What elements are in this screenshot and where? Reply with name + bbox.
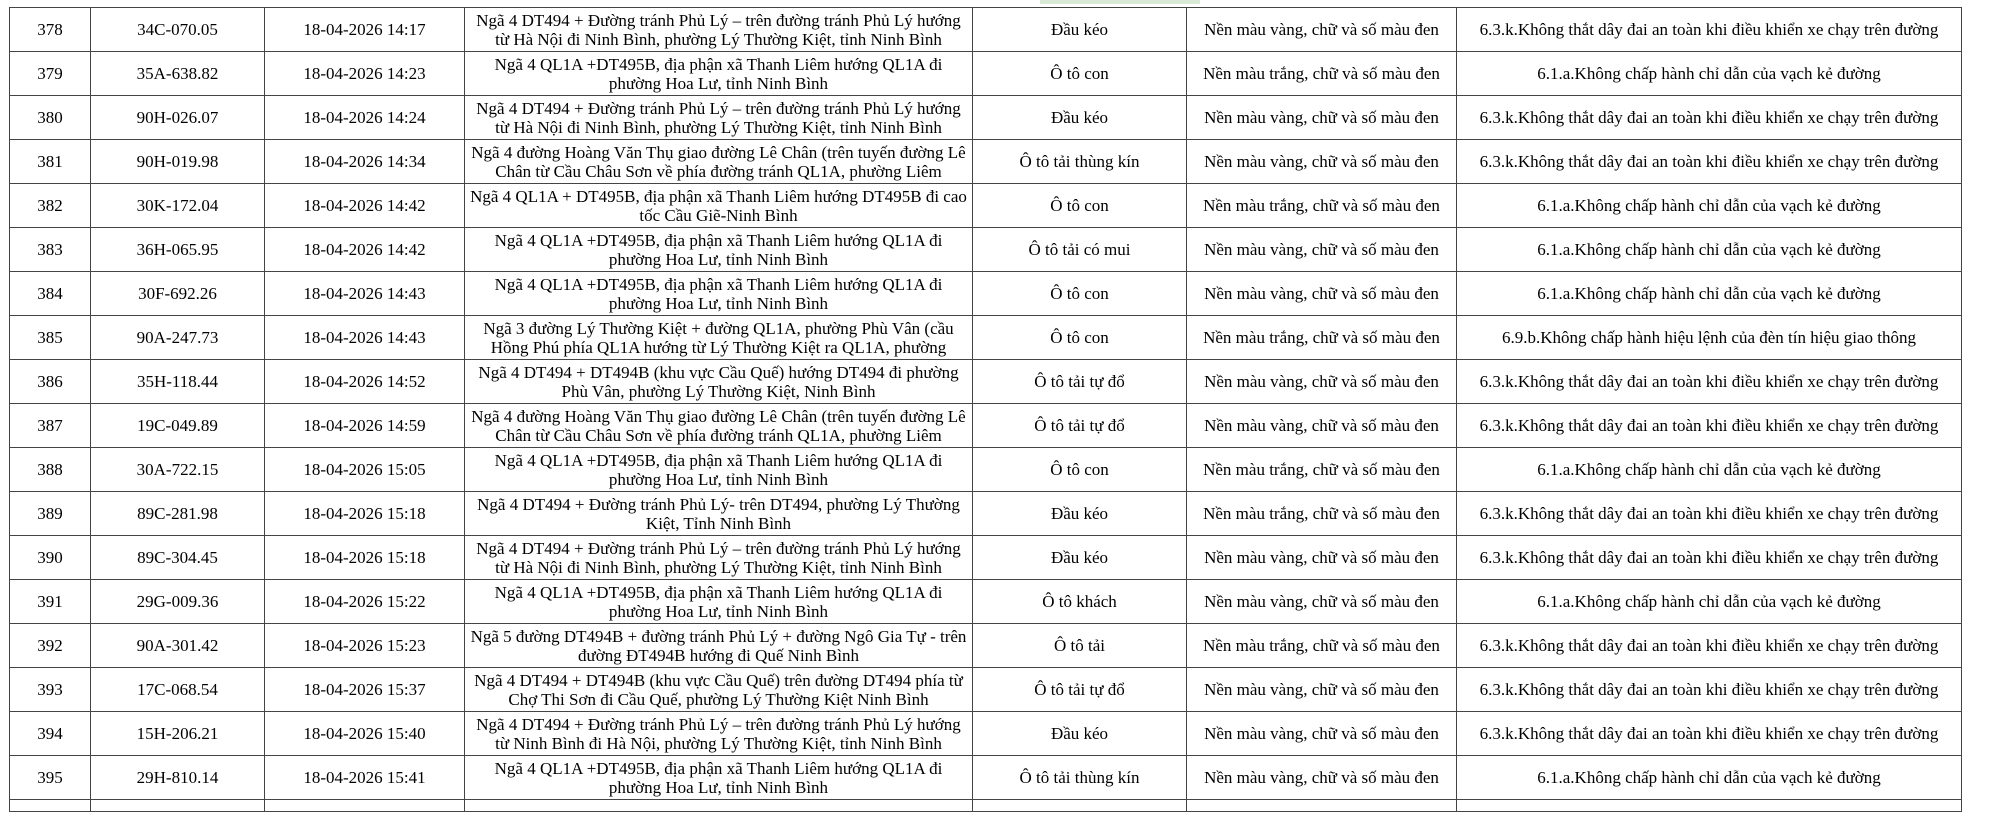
top-edge [0,0,2000,7]
location-cell[interactable] [465,8,973,52]
violation-cell[interactable]: 6.3.k.Không thắt dây đai an toàn khi điều khiển xe chạy trên đường [1457,96,1962,140]
plate-color-cell[interactable]: Nền màu vàng, chữ và số màu đen [1187,404,1457,448]
location-cell[interactable] [465,184,973,228]
location-text: Ngã 4 DT494 + Đường tránh Phủ Lý – trên đường tránh Phủ Lý hướng từ Hà Nội đi Ninh Bình, phường Lý Thường Kiệt, tỉnh Ninh Bình [476,98,961,137]
row-number-cell[interactable]: 391 [10,580,91,624]
vehicle-type-cell[interactable]: Ô tô con [973,316,1187,360]
vehicle-type-cell[interactable]: Ô tô tải thùng kín [973,140,1187,184]
location-cell[interactable] [465,492,973,536]
vehicle-type-cell[interactable]: Ô tô tải tự đổ [973,668,1187,712]
vehicle-type-cell[interactable]: Đầu kéo [973,712,1187,756]
plate-color-cell[interactable]: Nền màu trắng, chữ và số màu đen [1187,52,1457,96]
violation-cell[interactable]: 6.1.a.Không chấp hành chỉ dẫn của vạch kẻ đường [1457,52,1962,96]
plate-number-cell[interactable]: 15H-206.21 [91,712,265,756]
location-cell[interactable] [465,140,973,184]
timestamp-cell[interactable]: 18-04-2026 14:43 [265,272,465,316]
row-number-cell[interactable]: 390 [10,536,91,580]
table-body [10,8,1962,812]
table-row [10,712,1962,756]
violation-cell[interactable]: 6.9.b.Không chấp hành hiệu lệnh của đèn tín hiệu giao thông [1457,316,1962,360]
plate-color-cell[interactable]: Nền màu trắng, chữ và số màu đen [1187,492,1457,536]
location-cell[interactable] [465,668,973,712]
location-text: Ngã 4 DT494 + Đường tránh Phủ Lý – trên đường tránh Phủ Lý hướng từ Hà Nội đi Ninh Bình, phường Lý Thường Kiệt, tỉnh Ninh Bình [476,10,961,49]
table-row [10,316,1962,360]
timestamp-cell[interactable]: 18-04-2026 15:23 [265,624,465,668]
plate-color-cell[interactable]: Nền màu vàng, chữ và số màu đen [1187,272,1457,316]
location-cell[interactable] [465,404,973,448]
table-row [10,448,1962,492]
location-cell[interactable] [465,316,973,360]
row-number-cell[interactable]: 394 [10,712,91,756]
violation-cell[interactable]: 6.3.k.Không thắt dây đai an toàn khi điều khiển xe chạy trên đường [1457,404,1962,448]
vehicle-type-cell[interactable]: Đầu kéo [973,536,1187,580]
violation-cell[interactable]: 6.1.a.Không chấp hành chỉ dẫn của vạch kẻ đường [1457,184,1962,228]
location-cell[interactable] [465,360,973,404]
vehicle-type-cell[interactable]: Đầu kéo [973,492,1187,536]
table-row [10,272,1962,316]
location-text: Ngã 4 DT494 + Đường tránh Phủ Lý- trên DT494, phường Lý Thường Kiệt, Tỉnh Ninh Bình [477,494,960,533]
location-text: Ngã 4 QL1A +DT495B, địa phận xã Thanh Liêm hướng QL1A đi phường Hoa Lư, tỉnh Ninh Bình [494,582,943,621]
violation-cell[interactable]: 6.3.k.Không thắt dây đai an toàn khi điều khiển xe chạy trên đường [1457,360,1962,404]
table-row [10,756,1962,800]
location-text: Ngã 5 đường DT494B + đường tránh Phủ Lý + đường Ngô Gia Tự - trên đường ĐT494B hướng đi Quế Ninh Bình [470,626,967,665]
location-cell[interactable] [465,624,973,668]
timestamp-cell[interactable]: 18-04-2026 15:37 [265,668,465,712]
vehicle-type-cell[interactable]: Ô tô khách [973,580,1187,624]
plate-color-cell[interactable]: Nền màu vàng, chữ và số màu đen [1187,8,1457,52]
plate-color-cell[interactable]: Nền màu trắng, chữ và số màu đen [1187,316,1457,360]
plate-color-cell[interactable]: Nền màu trắng, chữ và số màu đen [1187,184,1457,228]
timestamp-cell[interactable]: 18-04-2026 14:59 [265,404,465,448]
plate-color-cell[interactable]: Nền màu vàng, chữ và số màu đen [1187,668,1457,712]
violation-cell[interactable]: 6.3.k.Không thắt dây đai an toàn khi điều khiển xe chạy trên đường [1457,712,1962,756]
location-text: Ngã 4 đường Hoàng Văn Thụ giao đường Lê Chân (trên tuyến đường Lê Chân từ Cầu Châu Sơn về phía đường tránh QL1A, phường Liêm [471,142,966,181]
violation-cell[interactable]: 6.1.a.Không chấp hành chỉ dẫn của vạch kẻ đường [1457,228,1962,272]
table-row [10,8,1962,52]
empty-cell[interactable] [1187,800,1457,812]
location-cell[interactable] [465,272,973,316]
empty-cell[interactable] [973,800,1187,812]
table-row-partial [10,800,1962,812]
plate-color-cell[interactable]: Nền màu vàng, chữ và số màu đen [1187,360,1457,404]
violation-cell[interactable]: 6.1.a.Không chấp hành chỉ dẫn của vạch kẻ đường [1457,448,1962,492]
timestamp-cell[interactable]: 18-04-2026 14:24 [265,96,465,140]
row-number-cell[interactable]: 381 [10,140,91,184]
location-cell[interactable] [465,448,973,492]
violation-cell[interactable]: 6.3.k.Không thắt dây đai an toàn khi điều khiển xe chạy trên đường [1457,536,1962,580]
table-row [10,96,1962,140]
timestamp-cell[interactable]: 18-04-2026 14:23 [265,52,465,96]
location-cell[interactable] [465,96,973,140]
empty-cell[interactable] [465,800,973,812]
vehicle-type-cell[interactable]: Đầu kéo [973,96,1187,140]
row-number-cell[interactable]: 392 [10,624,91,668]
plate-color-cell[interactable]: Nền màu vàng, chữ và số màu đen [1187,140,1457,184]
violation-cell[interactable]: 6.1.a.Không chấp hành chỉ dẫn của vạch kẻ đường [1457,272,1962,316]
location-cell[interactable] [465,580,973,624]
plate-number-cell[interactable]: 35A-638.82 [91,52,265,96]
timestamp-cell[interactable]: 18-04-2026 14:34 [265,140,465,184]
plate-color-cell[interactable]: Nền màu vàng, chữ và số màu đen [1187,228,1457,272]
table-row [10,52,1962,96]
plate-number-cell[interactable]: 30A-722.15 [91,448,265,492]
vehicle-type-cell[interactable]: Ô tô con [973,184,1187,228]
plate-number-cell[interactable]: 17C-068.54 [91,668,265,712]
plate-number-cell[interactable]: 90A-247.73 [91,316,265,360]
table-row [10,140,1962,184]
vehicle-type-cell[interactable]: Ô tô tải thùng kín [973,756,1187,800]
table-row [10,360,1962,404]
location-text: Ngã 4 QL1A +DT495B, địa phận xã Thanh Liêm hướng QL1A đi phường Hoa Lư, tỉnh Ninh Bình [494,274,943,313]
row-number-cell[interactable]: 379 [10,52,91,96]
violation-cell[interactable]: 6.3.k.Không thắt dây đai an toàn khi điều khiển xe chạy trên đường [1457,624,1962,668]
row-number-cell[interactable]: 382 [10,184,91,228]
timestamp-cell[interactable]: 18-04-2026 15:41 [265,756,465,800]
plate-number-cell[interactable]: 35H-118.44 [91,360,265,404]
table-row [10,536,1962,580]
plate-color-cell[interactable]: Nền màu trắng, chữ và số màu đen [1187,624,1457,668]
location-text: Ngã 3 đường Lý Thường Kiệt + đường QL1A, phường Phù Vân (cầu Hồng Phú phía QL1A hướng từ Lý Thường Kiệt ra QL1A, phường [483,318,954,357]
plate-color-cell[interactable]: Nền màu vàng, chữ và số màu đen [1187,756,1457,800]
location-cell[interactable] [465,536,973,580]
plate-color-cell[interactable]: Nền màu vàng, chữ và số màu đen [1187,580,1457,624]
location-text: Ngã 4 QL1A +DT495B, địa phận xã Thanh Liêm hướng QL1A đi phường Hoa Lư, tỉnh Ninh Bình [494,758,943,797]
row-number-cell[interactable]: 384 [10,272,91,316]
location-text: Ngã 4 DT494 + DT494B (khu vực Cầu Quế) hướng DT494 đi phường Phù Vân, phường Lý Thường Kiệt, Ninh Bình [478,362,959,401]
timestamp-cell[interactable]: 18-04-2026 15:22 [265,580,465,624]
row-number-cell[interactable]: 386 [10,360,91,404]
timestamp-cell[interactable]: 18-04-2026 15:18 [265,492,465,536]
timestamp-cell[interactable]: 18-04-2026 15:40 [265,712,465,756]
timestamp-cell[interactable]: 18-04-2026 14:42 [265,228,465,272]
plate-number-cell[interactable]: 36H-065.95 [91,228,265,272]
empty-cell[interactable] [91,800,265,812]
violation-cell[interactable]: 6.1.a.Không chấp hành chỉ dẫn của vạch kẻ đường [1457,580,1962,624]
location-cell[interactable] [465,712,973,756]
vehicle-type-cell[interactable]: Đầu kéo [973,8,1187,52]
plate-color-cell[interactable]: Nền màu vàng, chữ và số màu đen [1187,96,1457,140]
plate-number-cell[interactable]: 34C-070.05 [91,8,265,52]
location-text: Ngã 4 DT494 + Đường tránh Phủ Lý – trên đường tránh Phủ Lý hướng từ Hà Nội đi Ninh Bình, phường Lý Thường Kiệt, tỉnh Ninh Bình [476,538,961,577]
violation-cell[interactable]: 6.3.k.Không thắt dây đai an toàn khi điều khiển xe chạy trên đường [1457,492,1962,536]
location-text: Ngã 4 DT494 + Đường tránh Phủ Lý – trên đường tránh Phủ Lý hướng từ Ninh Bình đi Hà Nội, phường Lý Thường Kiệt, tỉnh Ninh Bình [476,714,961,753]
timestamp-cell[interactable]: 18-04-2026 15:18 [265,536,465,580]
violations-table [9,7,1962,812]
plate-number-cell[interactable]: 29H-810.14 [91,756,265,800]
plate-number-cell[interactable]: 19C-049.89 [91,404,265,448]
plate-number-cell[interactable]: 90H-019.98 [91,140,265,184]
vehicle-type-cell[interactable]: Ô tô con [973,448,1187,492]
vehicle-type-cell[interactable]: Ô tô con [973,52,1187,96]
vehicle-type-cell[interactable]: Ô tô tải có mui [973,228,1187,272]
plate-color-cell[interactable]: Nền màu trắng, chữ và số màu đen [1187,448,1457,492]
location-text: Ngã 4 QL1A + DT495B, địa phận xã Thanh Liêm hướng DT495B đi cao tốc Cầu Giẽ-Ninh Bình [470,186,967,225]
timestamp-cell[interactable]: 18-04-2026 15:05 [265,448,465,492]
plate-number-cell[interactable]: 90A-301.42 [91,624,265,668]
table-row [10,492,1962,536]
plate-color-cell[interactable]: Nền màu vàng, chữ và số màu đen [1187,712,1457,756]
violation-cell[interactable]: 6.3.k.Không thắt dây đai an toàn khi điều khiển xe chạy trên đường [1457,668,1962,712]
location-text: Ngã 4 đường Hoàng Văn Thụ giao đường Lê Chân (trên tuyến đường Lê Chân từ Cầu Châu Sơn về phía đường tránh QL1A, phường Liêm [471,406,966,445]
table-row [10,668,1962,712]
plate-number-cell[interactable]: 30K-172.04 [91,184,265,228]
row-number-cell[interactable]: 395 [10,756,91,800]
empty-cell[interactable] [265,800,465,812]
table-row [10,404,1962,448]
location-text: Ngã 4 QL1A +DT495B, địa phận xã Thanh Liêm hướng QL1A đi phường Hoa Lư, tỉnh Ninh Bình [494,450,943,489]
plate-number-cell[interactable]: 29G-009.36 [91,580,265,624]
plate-number-cell[interactable]: 90H-026.07 [91,96,265,140]
table-row [10,580,1962,624]
plate-number-cell[interactable]: 89C-304.45 [91,536,265,580]
row-number-cell[interactable]: 388 [10,448,91,492]
row-number-cell[interactable]: 389 [10,492,91,536]
table-row [10,228,1962,272]
plate-number-cell[interactable]: 30F-692.26 [91,272,265,316]
timestamp-cell[interactable]: 18-04-2026 14:42 [265,184,465,228]
empty-cell[interactable] [1457,800,1962,812]
location-cell[interactable] [465,228,973,272]
violation-cell[interactable]: 6.3.k.Không thắt dây đai an toàn khi điều khiển xe chạy trên đường [1457,140,1962,184]
row-number-cell[interactable]: 383 [10,228,91,272]
vehicle-type-cell[interactable]: Ô tô tải [973,624,1187,668]
location-cell[interactable] [465,52,973,96]
table-row [10,624,1962,668]
vehicle-type-cell[interactable]: Ô tô tải tự đổ [973,404,1187,448]
row-number-cell[interactable]: 393 [10,668,91,712]
violation-cell[interactable]: 6.3.k.Không thắt dây đai an toàn khi điều khiển xe chạy trên đường [1457,8,1962,52]
location-text: Ngã 4 QL1A +DT495B, địa phận xã Thanh Liêm hướng QL1A đi phường Hoa Lư, tỉnh Ninh Bình [494,230,943,269]
row-number-cell[interactable]: 380 [10,96,91,140]
selection-highlight [1040,0,1200,4]
table-row [10,184,1962,228]
vehicle-type-cell[interactable]: Ô tô tải tự đổ [973,360,1187,404]
vehicle-type-cell[interactable]: Ô tô con [973,272,1187,316]
plate-color-cell[interactable]: Nền màu vàng, chữ và số màu đen [1187,536,1457,580]
timestamp-cell[interactable]: 18-04-2026 14:17 [265,8,465,52]
location-text: Ngã 4 DT494 + DT494B (khu vực Cầu Quế) trên đường DT494 phía từ Chợ Thi Sơn đi Cầu Quế, phường Lý Thường Kiệt Ninh Bình [474,670,963,709]
row-number-cell[interactable]: 387 [10,404,91,448]
location-text: Ngã 4 QL1A +DT495B, địa phận xã Thanh Liêm hướng QL1A đi phường Hoa Lư, tỉnh Ninh Bình [494,54,943,93]
location-cell[interactable] [465,756,973,800]
row-number-cell[interactable]: 378 [10,8,91,52]
timestamp-cell[interactable]: 18-04-2026 14:43 [265,316,465,360]
row-number-cell[interactable]: 385 [10,316,91,360]
timestamp-cell[interactable]: 18-04-2026 14:52 [265,360,465,404]
empty-cell[interactable] [10,800,91,812]
plate-number-cell[interactable]: 89C-281.98 [91,492,265,536]
violation-cell[interactable]: 6.1.a.Không chấp hành chỉ dẫn của vạch kẻ đường [1457,756,1962,800]
